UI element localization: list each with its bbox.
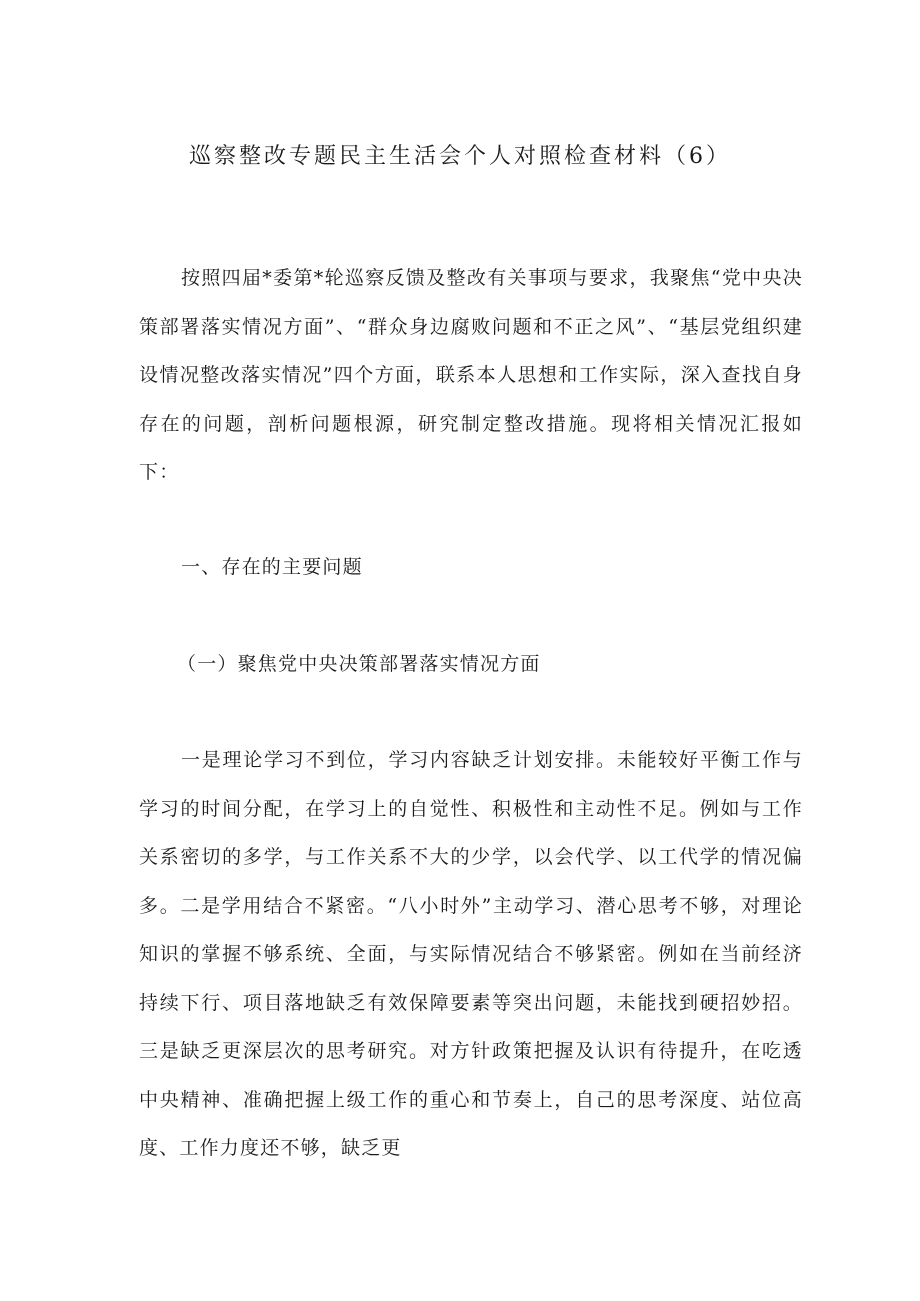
body-paragraph: 一是理论学习不到位，学习内容缺乏计划安排。未能较好平衡工作与学习的时间分配，在学习上的自觉性、积极性和主动性不足。例如与工作关系密切的多学，与工作关系不大的少学，以会代学、以工代学的情况偏多。二是学用结合不紧密。“八小时外”主动学习、潜心思考不够，对理论知识的掌握不够系统、全面，与实际情况结合不够紧密。例如在当前经济持续下行、项目落地缺乏有效保障要素等突出问题，未能找到硬招妙招。三是缺乏更深层次的思考研究。对方针政策把握及认识有待提升，在吃透中央精神、准确把握上级工作的重心和节奏上，自己的思考深度、站位高度、工作力度还不够，缺乏更 <box>139 749 803 1159</box>
page-title: 巡察整改专题民主生活会个人对照检查材料（6） <box>189 144 731 169</box>
section-heading: 一、存在的主要问题 <box>181 556 363 578</box>
intro-paragraph: 按照四届*委第*轮巡察反馈及整改有关事项与要求，我聚焦“党中央决策部署落实情况方面”、“群众身边腐败问题和不正之风”、“基层党组织建设情况整改落实情况”四个方面，联系本人思想和工作实际，深入查找自身存在的问题，剖析问题根源，研究制定整改措施。现将相关情况汇报如下： <box>139 267 803 483</box>
subsection-heading: （一）聚焦党中央决策部署落实情况方面 <box>177 653 541 675</box>
